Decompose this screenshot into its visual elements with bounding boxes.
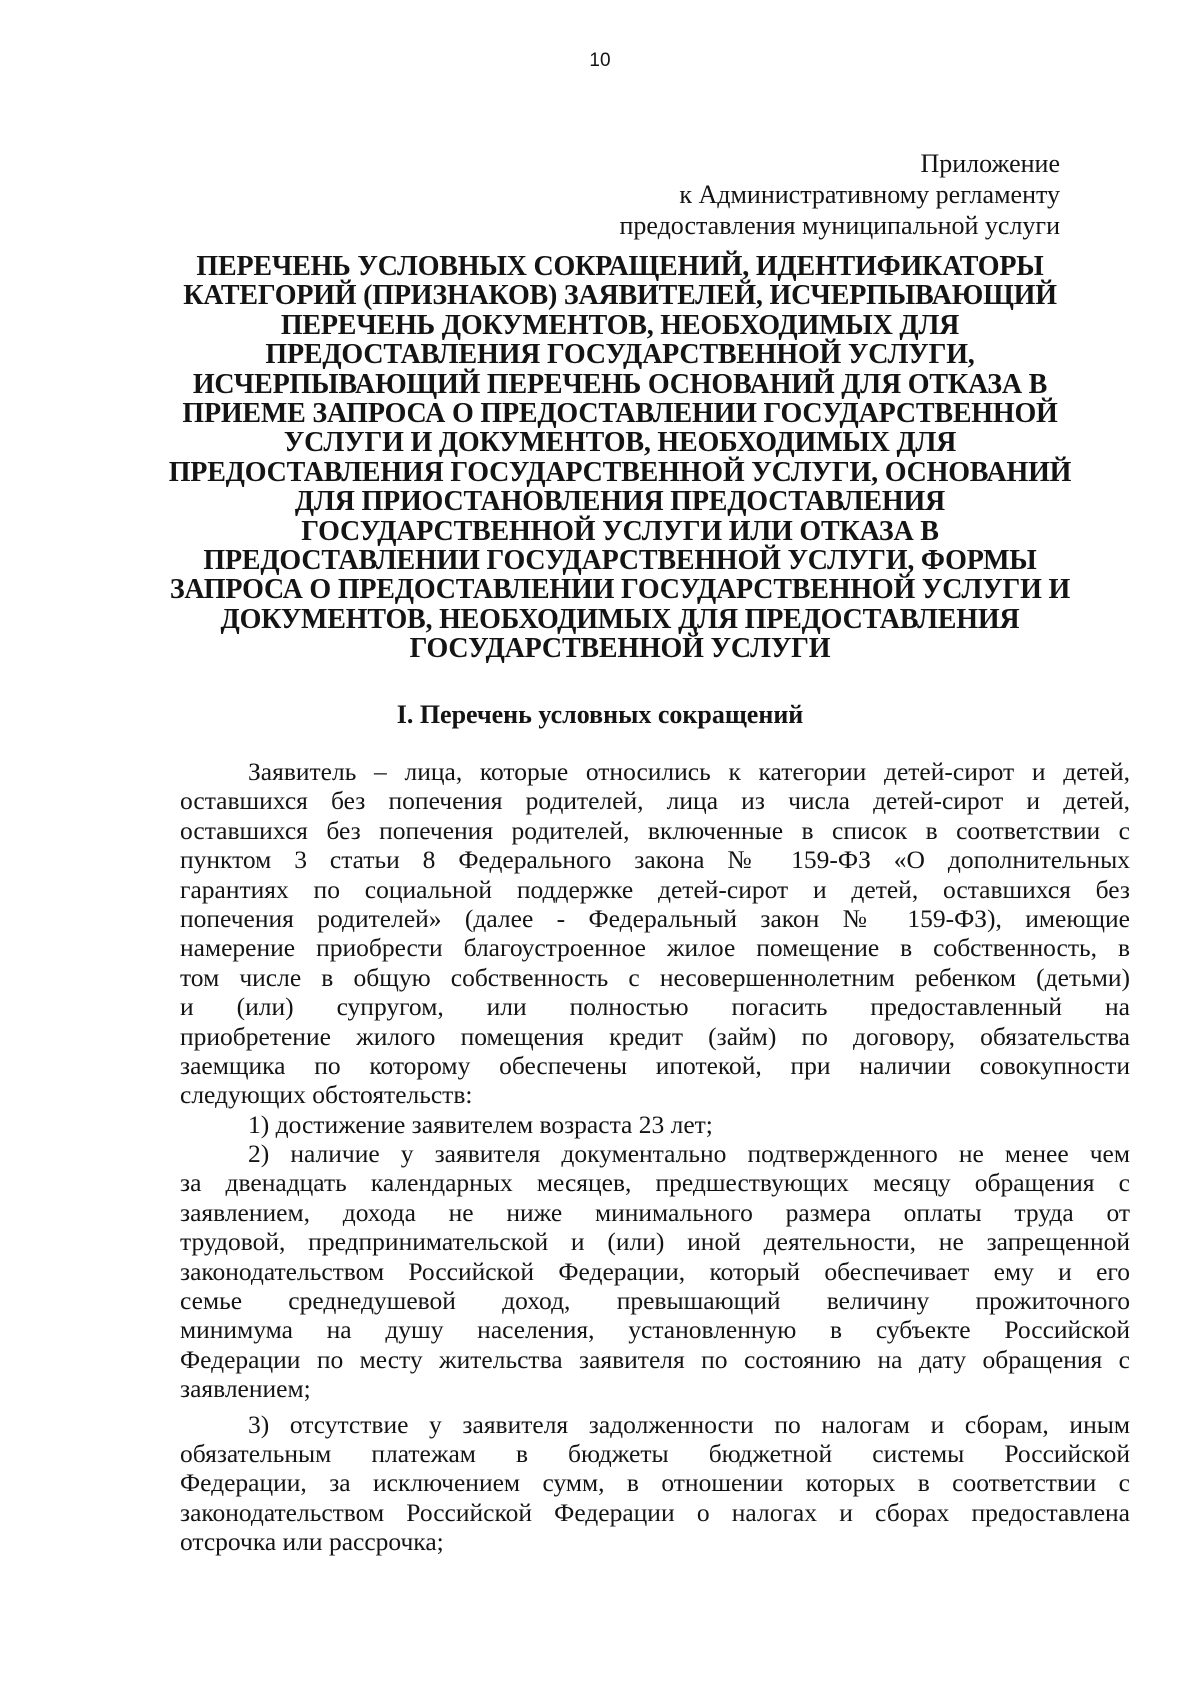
- appendix-line: к Административному регламенту: [679, 180, 1060, 209]
- document-title: [150, 252, 1090, 664]
- title-line: ПРЕДОСТАВЛЕНИИ ГОСУДАРСТВЕННОЙ УСЛУГИ, ФОРМЫ: [203, 545, 1037, 577]
- appendix-line: предоставления муниципальной услуги: [619, 211, 1060, 240]
- paragraph-condition-2: [180, 1139, 1130, 1404]
- text-line: пунктом 3 статьи 8 Федерального закона № 159-ФЗ «О дополнительных: [180, 845, 1130, 875]
- body-text: [180, 757, 1130, 1557]
- text-line: минимума на душу населения, установленную в субъекте Российской: [180, 1315, 1130, 1345]
- text-line: оставшихся без попечения родителей, лица из числа детей-сирот и детей,: [180, 786, 1130, 816]
- title-line: ПРЕДОСТАВЛЕНИЯ ГОСУДАРСТВЕННОЙ УСЛУГИ,: [265, 339, 975, 371]
- page-number: 10: [589, 50, 611, 71]
- title-line: ПЕРЕЧЕНЬ УСЛОВНЫХ СОКРАЩЕНИЙ, ИДЕНТИФИКАТОРЫ: [196, 251, 1044, 282]
- appendix-note: [500, 148, 1060, 241]
- text-line: и (или) супругом, или полностью погасить предоставленный на: [180, 992, 1130, 1022]
- section-heading: I. Перечень условных сокращений: [396, 700, 804, 729]
- text-line: 3) отсутствие у заявителя задолженности по налогам и сборам, иным: [248, 1409, 1130, 1439]
- paragraph-applicant-definition: [180, 757, 1130, 1110]
- appendix-line: Приложение: [920, 149, 1060, 178]
- text-line: семье среднедушевой доход, превышающий величину прожиточного: [180, 1286, 1130, 1316]
- title-line: КАТЕГОРИЙ (ПРИЗНАКОВ) ЗАЯВИТЕЛЕЙ, ИСЧЕРПЫВАЮЩИЙ: [183, 280, 1057, 312]
- text-line: Федерации, за исключением сумм, в отношении которых в соответствии с: [180, 1468, 1130, 1498]
- text-line: отсрочка или рассрочка;: [180, 1527, 444, 1557]
- title-line: ПЕРЕЧЕНЬ ДОКУМЕНТОВ, НЕОБХОДИМЫХ ДЛЯ: [280, 309, 960, 341]
- text-line: законодательством Российской Федерации о налогах и сборах предоставлена: [180, 1497, 1130, 1527]
- text-line: оставшихся без попечения родителей, включенные в список в соответствии с: [180, 815, 1130, 845]
- text-line: гарантиях по социальной поддержке детей-сирот и детей, оставшихся без: [180, 874, 1130, 904]
- text-line: 2) наличие у заявителя документально подтвержденного не менее чем: [248, 1139, 1130, 1169]
- text-line: том числе в общую собственность с несовершеннолетним ребенком (детьми): [180, 962, 1130, 992]
- title-line: ИСЧЕРПЫВАЮЩИЙ ПЕРЕЧЕНЬ ОСНОВАНИЙ ДЛЯ ОТКАЗА В: [192, 368, 1048, 400]
- title-line: ГОСУДАРСТВЕННОЙ УСЛУГИ: [409, 633, 831, 665]
- title-line: ПРИЕМЕ ЗАПРОСА О ПРЕДОСТАВЛЕНИИ ГОСУДАРСТВЕННОЙ: [182, 398, 1058, 430]
- text-line: попечения родителей» (далее - Федеральный закон № 159-ФЗ), имеющие: [180, 903, 1130, 933]
- text-line: обязательным платежам в бюджеты бюджетной системы Российской: [180, 1438, 1130, 1468]
- text-line: за двенадцать календарных месяцев, предшествующих месяцу обращения с: [180, 1168, 1130, 1198]
- title-line: ДОКУМЕНТОВ, НЕОБХОДИМЫХ ДЛЯ ПРЕДОСТАВЛЕНИЯ: [220, 603, 1020, 635]
- text-line: Федерации по месту жительства заявителя по состоянию на дату обращения с: [180, 1344, 1130, 1374]
- text-line: заемщика по которому обеспечены ипотекой, при наличии совокупности: [180, 1050, 1130, 1080]
- title-line: ГОСУДАРСТВЕННОЙ УСЛУГИ ИЛИ ОТКАЗА В: [301, 515, 939, 547]
- paragraph-condition-3: [180, 1410, 1130, 1557]
- text-line: следующих обстоятельств:: [180, 1080, 473, 1110]
- text-line: намерение приобрести благоустроенное жилое помещение в собственность, в: [180, 933, 1130, 963]
- paragraph-condition-1: [180, 1110, 1130, 1139]
- title-line: ЗАПРОСА О ПРЕДОСТАВЛЕНИИ ГОСУДАРСТВЕННОЙ УСЛУГИ И: [169, 574, 1071, 606]
- title-line: УСЛУГИ И ДОКУМЕНТОВ, НЕОБХОДИМЫХ ДЛЯ: [283, 427, 957, 459]
- title-line: ДЛЯ ПРИОСТАНОВЛЕНИЯ ПРЕДОСТАВЛЕНИЯ: [294, 486, 946, 518]
- text-line: Заявитель – лица, которые относились к категории детей-сирот и детей,: [248, 757, 1130, 786]
- text-line: заявлением;: [180, 1374, 311, 1404]
- text-line: законодательством Российской Федерации, который обеспечивает ему и его: [180, 1256, 1130, 1286]
- text-line: приобретение жилого помещения кредит (займ) по договору, обязательства: [180, 1021, 1130, 1051]
- text-line: 1) достижение заявителем возраста 23 лет;: [248, 1109, 713, 1139]
- title-line: ПРЕДОСТАВЛЕНИЯ ГОСУДАРСТВЕННОЙ УСЛУГИ, ОСНОВАНИЙ: [168, 456, 1072, 488]
- text-line: трудовой, предпринимательской и (или) иной деятельности, не запрещенной: [180, 1227, 1130, 1257]
- text-line: заявлением, дохода не ниже минимального размера оплаты труда от: [180, 1197, 1130, 1227]
